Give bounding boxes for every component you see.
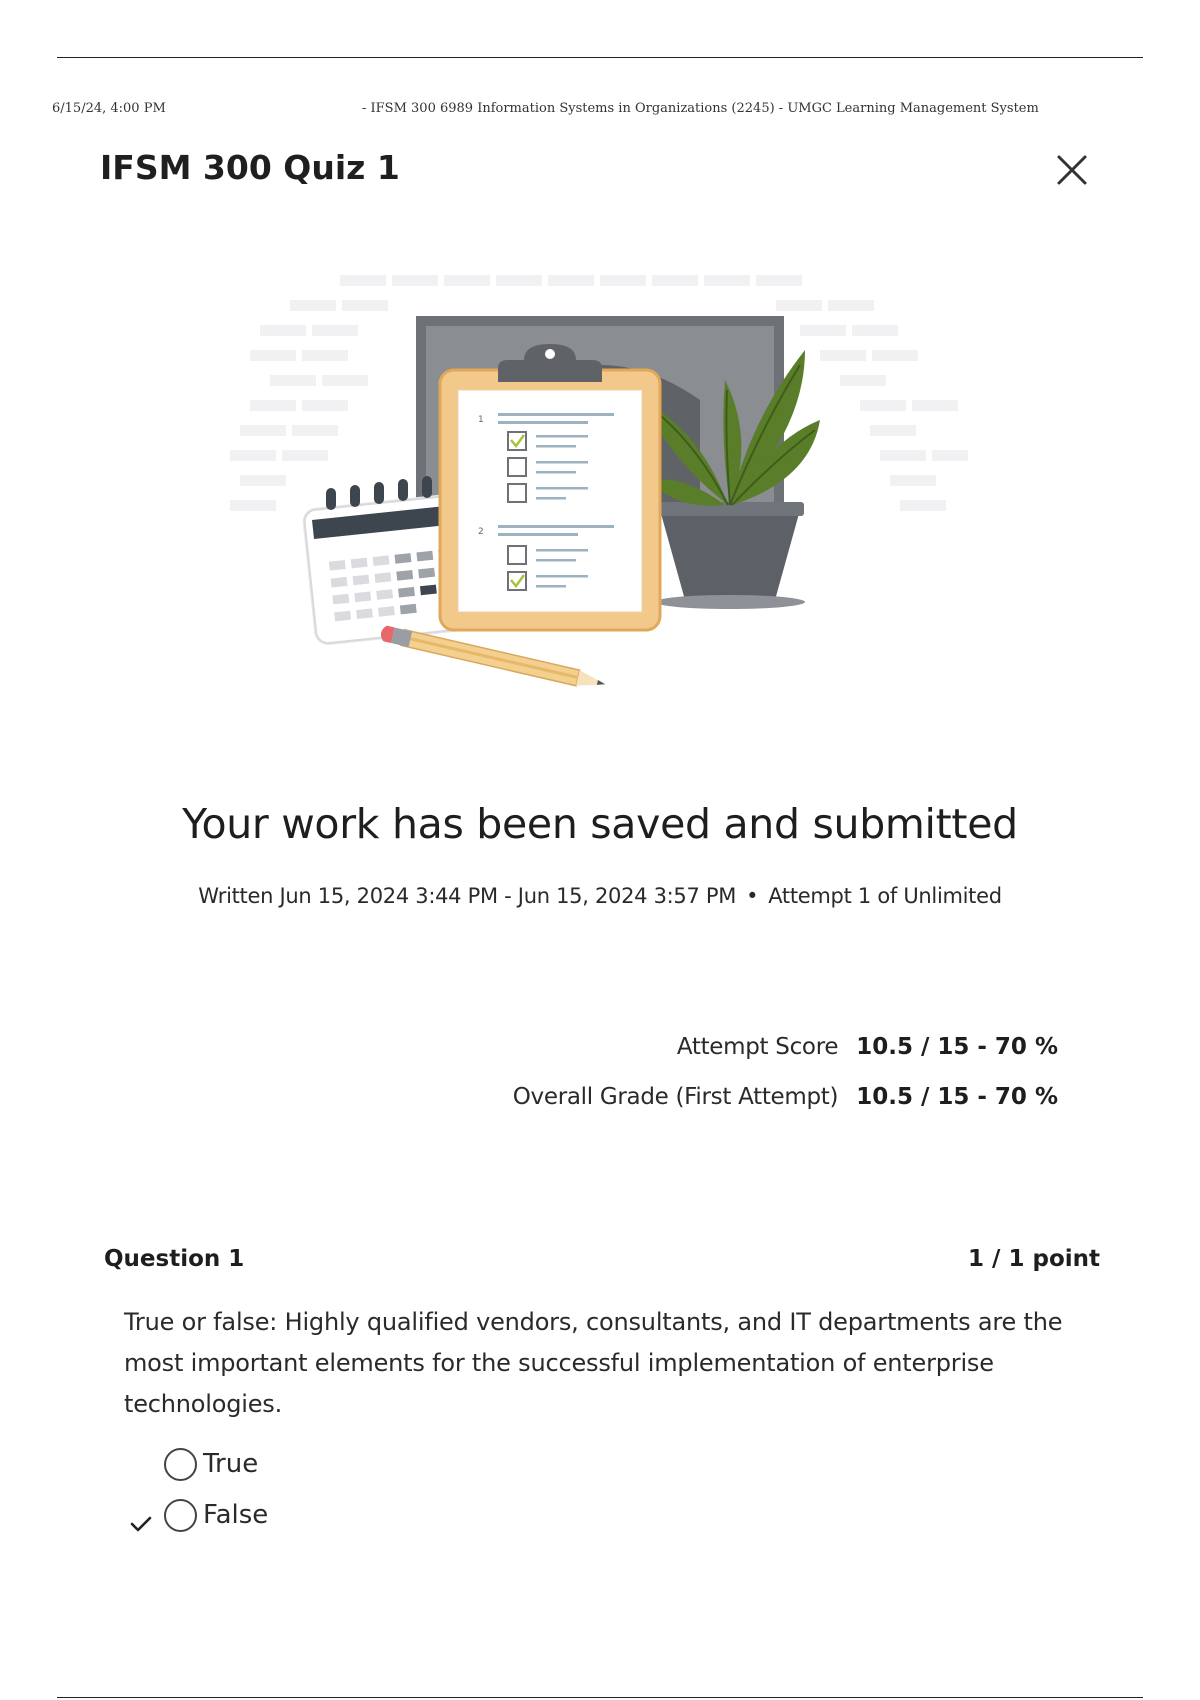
pencil-graphic <box>379 625 607 692</box>
correct-answer-check-icon <box>128 1510 154 1536</box>
top-rule <box>57 57 1143 58</box>
radio-button[interactable] <box>164 1448 197 1481</box>
bottom-rule <box>57 1697 1143 1698</box>
radio-button[interactable] <box>164 1499 197 1532</box>
clipboard-graphic <box>440 344 660 630</box>
overall-grade-row <box>513 1084 1058 1116</box>
question-header <box>104 1246 1100 1276</box>
attempt-score-label: Attempt Score <box>676 1034 839 1060</box>
attempt-score-value: 10.5 / 15 - 70 % <box>856 1034 1058 1060</box>
question-number: Question 1 <box>104 1246 245 1272</box>
quiz-submitted-illustration <box>230 270 970 720</box>
print-page-title: - IFSM 300 6989 Information Systems in Organizations (2245) - UMGC Learning Management System <box>362 101 1039 116</box>
submission-headline: Your work has been saved and submitted <box>182 800 1018 848</box>
quiz-title: IFSM 300 Quiz 1 <box>100 148 400 187</box>
close-button[interactable] <box>1052 150 1092 190</box>
overall-grade-value: 10.5 / 15 - 70 % <box>856 1084 1058 1110</box>
answer-option-false[interactable] <box>164 1497 268 1533</box>
overall-grade-label: Overall Grade (First Attempt) <box>512 1084 839 1110</box>
print-date: 6/15/24, 4:00 PM <box>52 101 166 116</box>
attempt-score-row <box>677 1034 1058 1066</box>
submission-meta <box>0 884 1200 908</box>
meta-separator: • <box>746 884 759 908</box>
attempt-count: Attempt 1 of Unlimited <box>768 884 1002 908</box>
answer-option-true[interactable] <box>164 1446 258 1482</box>
close-icon <box>1056 154 1088 186</box>
answer-option-label: True <box>203 1449 259 1479</box>
list-number-1: 1 <box>478 415 484 425</box>
written-timestamp: Written Jun 15, 2024 3:44 PM - Jun 15, 2024 3:57 PM <box>198 884 737 908</box>
print-header <box>52 101 1148 121</box>
question-points: 1 / 1 point <box>968 1246 1100 1272</box>
answer-option-label: False <box>203 1500 269 1530</box>
list-number-2: 2 <box>478 527 484 537</box>
question-text: True or false: Highly qualified vendors, consultants, and IT departments are the most important elements for the successful implementation of enterprise technologies. <box>124 1308 1063 1418</box>
